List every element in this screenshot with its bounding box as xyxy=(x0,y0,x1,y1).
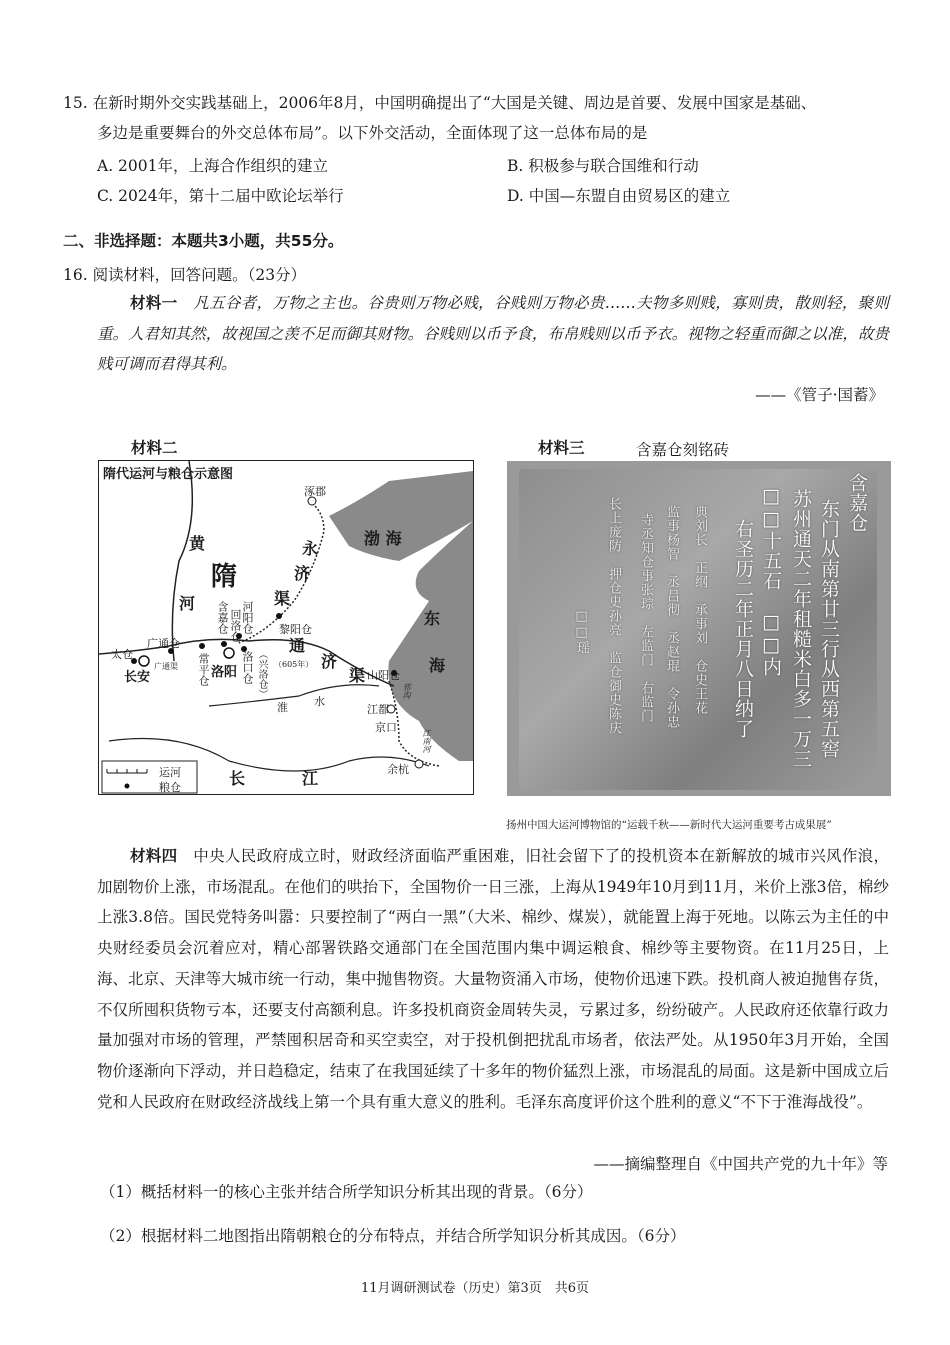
section-heading: 二、非选择题：本题共3小题，共55分。 xyxy=(63,232,344,250)
subquestion-1: （1）概括材料一的核心主张并结合所学知识分析其出现的背景。（6分） xyxy=(100,1183,593,1201)
map-label: 隋 xyxy=(211,562,238,592)
map-label: 长安 xyxy=(124,670,151,685)
sui-canal-map xyxy=(98,460,474,795)
brick-inscription: 长上庞防 押仓史孙亮 监仓御史陈庆 xyxy=(606,497,621,735)
q15-option-c: C. 2024年，第十二届中欧论坛举行 xyxy=(97,187,344,205)
page-footer: 11月调研测试卷（历史）第3页 共6页 xyxy=(360,1281,590,1296)
material-1-label: 材料一 xyxy=(130,294,178,312)
material-4 xyxy=(97,841,889,1117)
map-label: 太仓 xyxy=(111,648,133,661)
material-3-label: 材料三 xyxy=(538,439,585,457)
brick-inscription: 东门从南第廿三行从西第五窖 xyxy=(818,499,840,759)
map-label: 永 xyxy=(302,539,319,558)
map-label: 渤 海 xyxy=(364,529,402,548)
map-label: 邗沟 xyxy=(402,683,411,699)
q15-option-a: A. 2001年，上海合作组织的建立 xyxy=(97,157,328,175)
map-title: 隋代运河与粮仓示意图 xyxy=(103,467,234,482)
q16-stem: 16. 阅读材料，回答问题。（23分） xyxy=(63,266,307,284)
brick-inscription: □□十五石 □□内 xyxy=(760,485,782,677)
map-label: 回洛仓 xyxy=(229,609,242,642)
material-3-caption: 扬州中国大运河博物馆的“运载千秋——新时代大运河重要考古成果展” xyxy=(506,819,832,831)
material-4-source: ——摘编整理自《中国共产党的九十年》等 xyxy=(593,1155,888,1173)
q15-option-b: B. 积极参与联合国维和行动 xyxy=(507,157,699,175)
map-label: 淮 xyxy=(277,701,288,714)
material-1-text: 凡五谷者，万物之主也。谷贵则万物必贱，谷贱则万物必贵……夫物多则贱，寡则贵，散则轻，聚则重。人君知其然，故视国之羡不足而御其财物。谷贱则以币予食，布帛贱则以币予衣。视物之轻重而御之以准，故贵贱可调而君得其利。 xyxy=(97,294,889,374)
map-label: 渠 xyxy=(349,666,366,685)
map-label: 广通渠 xyxy=(154,662,178,671)
map-label: 含嘉仓 xyxy=(216,601,229,634)
map-label: 洛阳 xyxy=(211,665,238,680)
map-label: 长 xyxy=(229,769,246,788)
map-label: 洛口仓 xyxy=(241,651,254,684)
map-label: 济 xyxy=(321,652,338,671)
map-label: 余杭 xyxy=(387,763,409,776)
material-3-title: 含嘉仓刻铭砖 xyxy=(636,441,730,459)
map-label: 广通仓 xyxy=(147,637,180,650)
brick-inscription: □□瑶 xyxy=(574,609,589,655)
map-label: 河 xyxy=(179,594,196,613)
inscribed-brick-photo xyxy=(507,461,891,796)
map-label: 京口 xyxy=(375,721,397,734)
map-label: 河阳仓 xyxy=(241,601,254,634)
material-2-label: 材料二 xyxy=(131,439,178,457)
map-label: 济 xyxy=(294,564,311,583)
material-1-source: ——《管子·国蓄》 xyxy=(755,386,884,404)
map-label: 通 xyxy=(289,636,306,655)
q15-option-d: D. 中国—东盟自由贸易区的建立 xyxy=(507,187,731,205)
map-label: 海 xyxy=(429,656,446,675)
brick-inscription: 右圣历二年正月八日纳了 xyxy=(732,519,754,739)
map-label: 江都 xyxy=(367,703,389,716)
brick-inscription: 含嘉仓 xyxy=(846,473,868,533)
map-label: 山阳仓 xyxy=(367,669,400,682)
q15-stem-line1: 15. 在新时期外交实践基础上，2006年8月，中国明确提出了“大国是关键、周边是首要、发展中国家是基础、 xyxy=(63,94,817,112)
map-label: 涿郡 xyxy=(304,485,326,498)
map-label: 江 xyxy=(302,769,319,788)
map-label: 东 xyxy=(424,609,441,628)
brick-inscription: 寺丞知仓事张琮 左监门 右监门 xyxy=(638,513,653,723)
map-label: 水 xyxy=(314,695,325,708)
map-label: 黎阳仓 xyxy=(279,623,312,636)
map-label: 常平仓 xyxy=(197,653,210,686)
q15-stem-line2: 多边是重要舞台的外交总体布局”。以下外交活动，全面体现了这一总体布局的是 xyxy=(97,124,648,142)
brick-inscription: 典刘长 正纲 承事刘 仓史王花 xyxy=(692,505,707,715)
material-4-label: 材料四 xyxy=(130,847,178,865)
map-label: 渠 xyxy=(274,589,291,608)
brick-inscription: 苏州通天二年租糙米白多一万三 xyxy=(790,489,812,769)
map-label: （兴洛仓） xyxy=(256,649,267,699)
legend-granary: 粮仓 xyxy=(159,781,181,794)
map-label: 江南河 xyxy=(422,729,431,753)
brick-inscription: 监事杨智 丞吕彻 丞赵琨 令孙忠 xyxy=(664,505,679,729)
map-label: （605年） xyxy=(274,660,314,669)
legend-canal: 运河 xyxy=(159,766,181,779)
material-4-text: 中央人民政府成立时，财政经济面临严重困难，旧社会留下了的投机资本在新解放的城市兴风作浪，加剧物价上涨，市场混乱。在他们的哄抬下，全国物价一日三涨，上海从1949年10月到11月，米价上涨3倍，棉纱上涨3.8倍。国民党特务叫嚣：只要控制了“两白一黑”（大米、棉纱、煤炭），就能置上海于死地。以陈云为主任的中央财经委员会沉着应对，精心部署铁路交通部门在全国范围内集中调运粮食、棉纱等主要物资。在11月25日，上海、北京、天津等大城市统一行动，集中抛售物资。大量物资涌入市场，使物价迅速下跌。投机商人被迫抛售存货，不仅所囤积货物亏本，还要支付高额利息。许多投机商资金周转失灵，亏累过多，纷纷破产。人民政府还依靠行政力量加强对市场的管理，严禁囤积居奇和买空卖空，对于投机倒把扰乱市场者，依法严处。从1950年3月开始，全国物价逐渐向下浮动，并日趋稳定，结束了在我国延续了十多年的物价猛烈上涨，市场混乱的局面。这是新中国成立后党和人民政府在财政经济战线上第一个具有重大意义的胜利。毛泽东高度评价这个胜利的意义“不下于淮海战役”。 xyxy=(97,847,889,1111)
material-1 xyxy=(97,288,889,380)
map-label: 黄 xyxy=(189,534,206,553)
subquestion-2: （2）根据材料二地图指出隋朝粮仓的分布特点，并结合所学知识分析其成因。（6分） xyxy=(100,1227,686,1245)
